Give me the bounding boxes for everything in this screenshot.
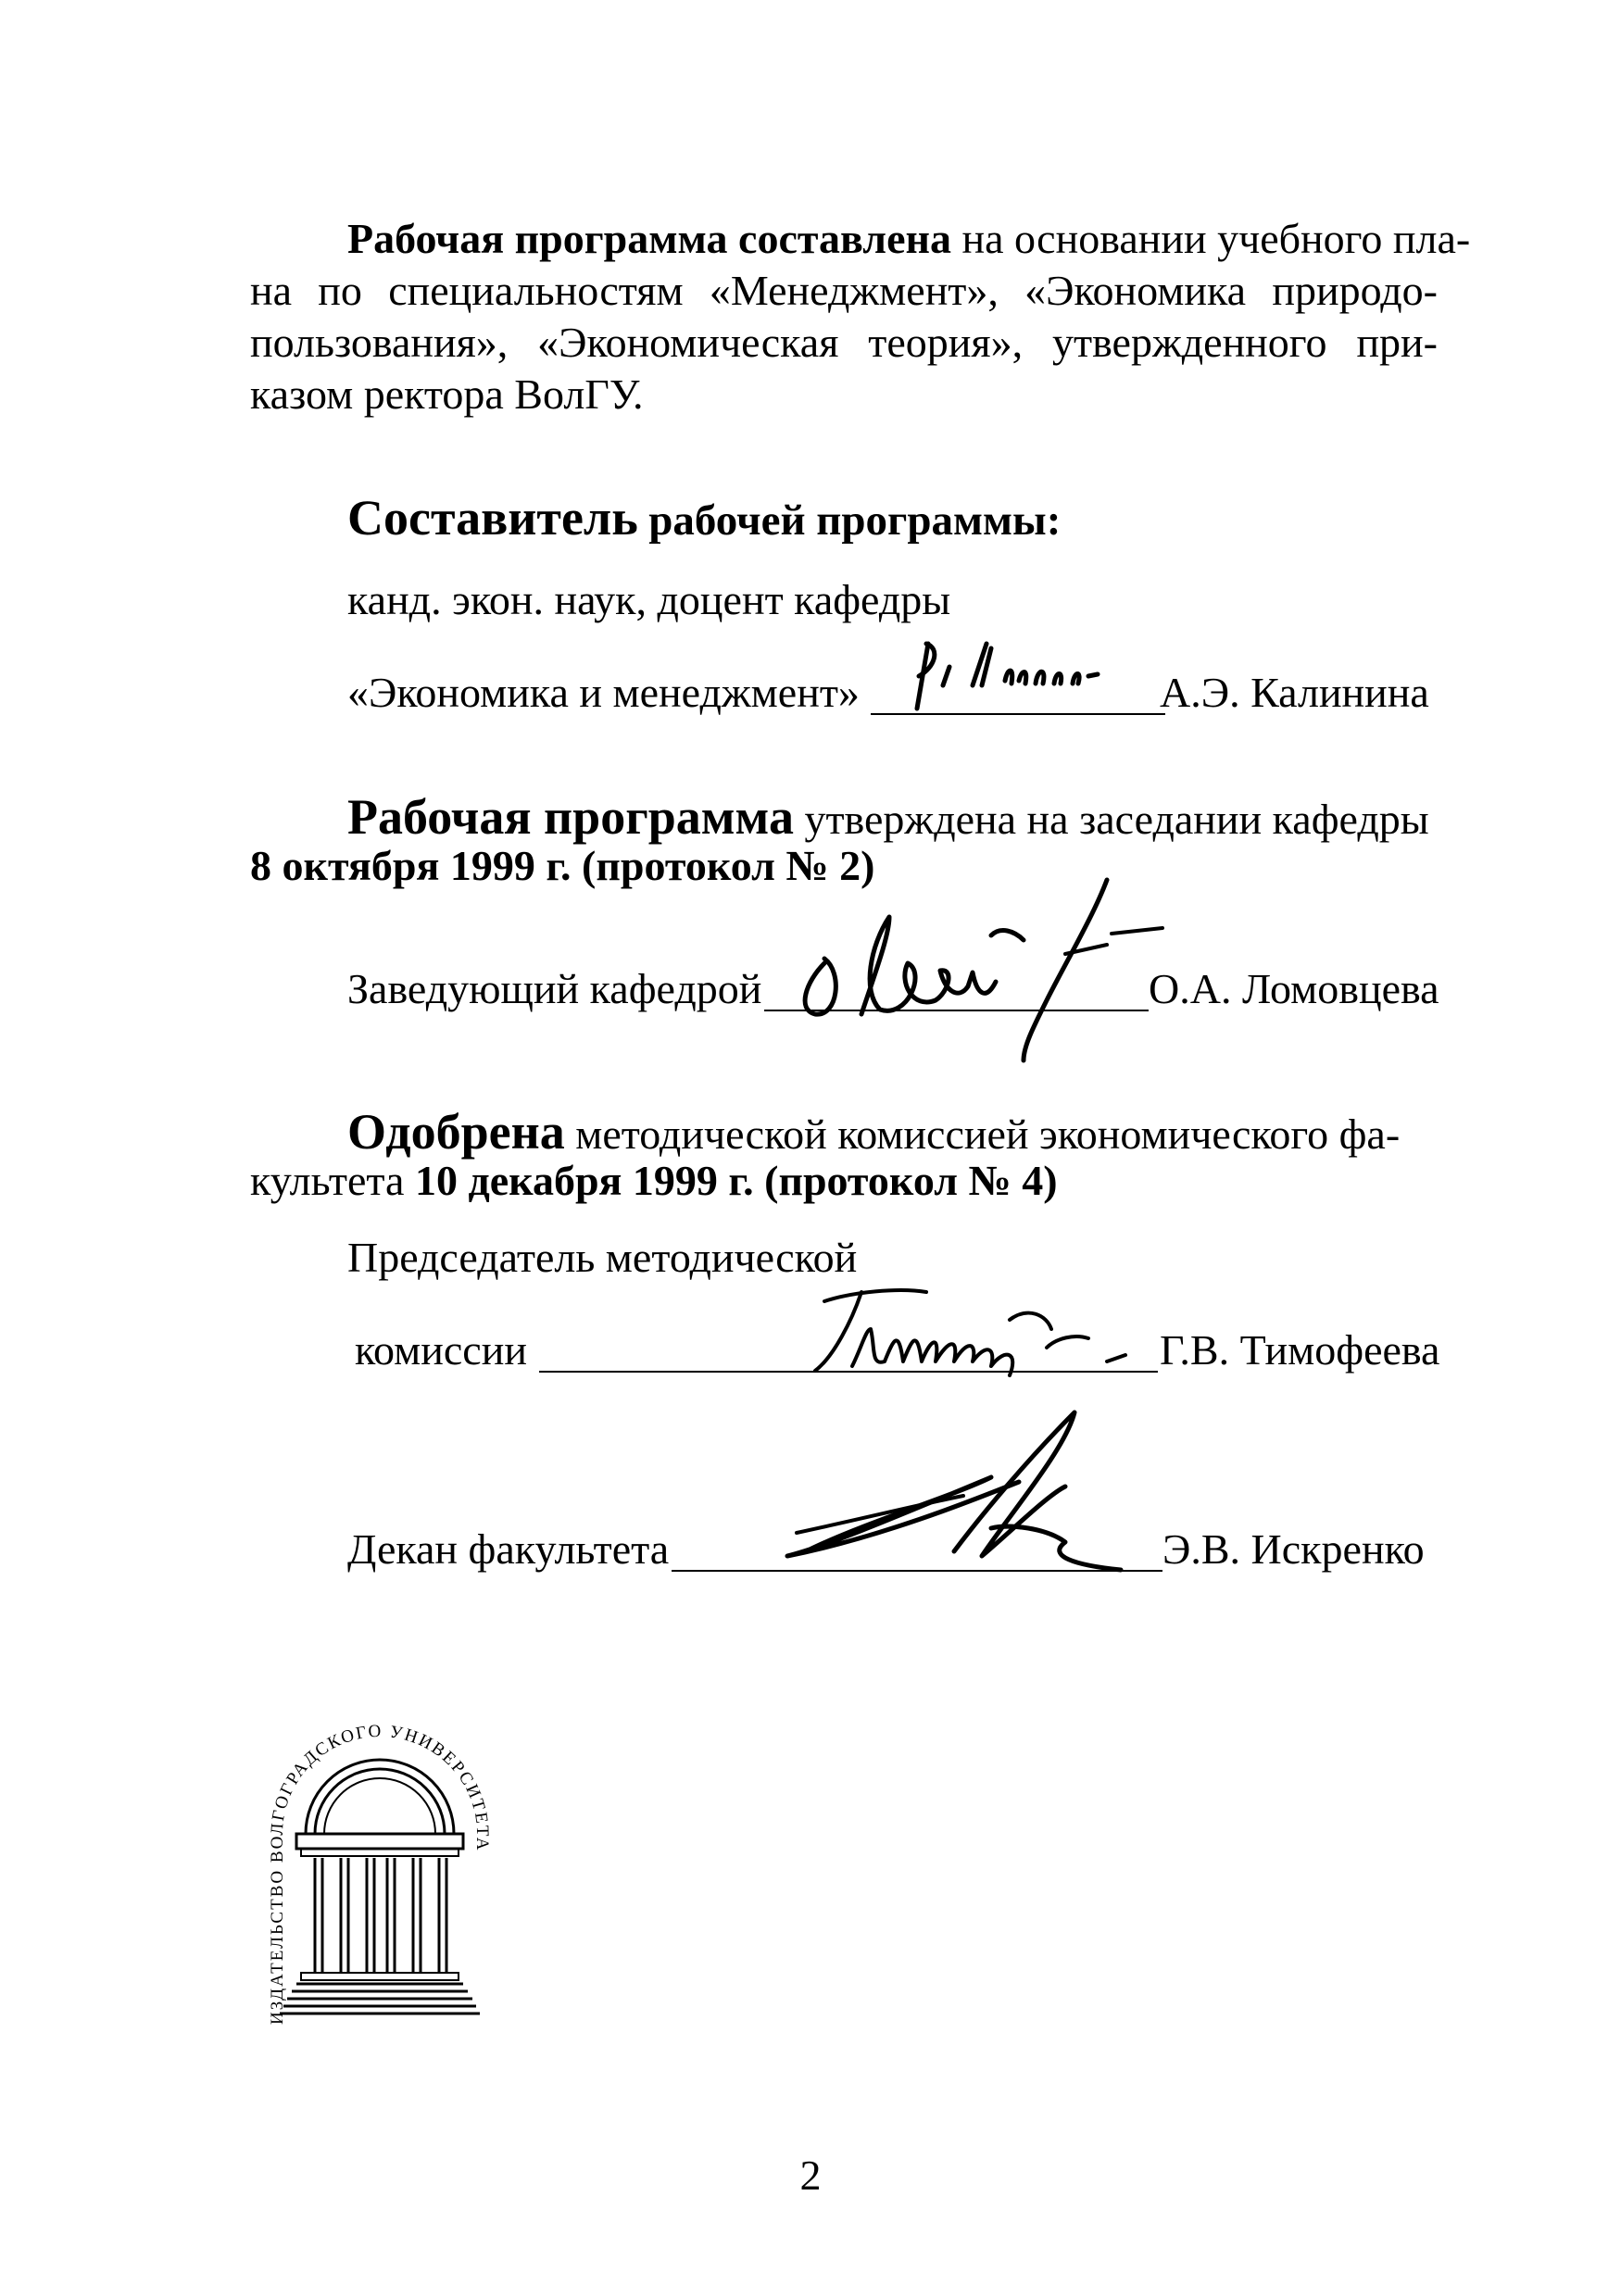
publisher-logo [250, 1695, 509, 2047]
approval-rest: утверждена на заседании кафедры [804, 796, 1429, 843]
commission-line-1 [347, 1104, 1401, 1160]
head-name: О.А. Ломовцева [1149, 965, 1439, 1012]
paragraph-1-line-1-text: на основании учебного пла- [961, 215, 1471, 262]
chair-line-2: комиссии [355, 1326, 527, 1374]
chair-line-1: Председатель методической [347, 1234, 858, 1281]
approval-line-1 [347, 789, 1429, 845]
compiler-name: А.Э. Калинина [1160, 669, 1429, 716]
rotunda-building-icon [280, 1760, 480, 2014]
chair-name: Г.В. Тимофеева [1160, 1326, 1440, 1374]
approval-date: 8 октября 1999 г. (протокол № 2) [250, 842, 875, 889]
commission-lead: Одобрена [347, 1104, 565, 1160]
dean-label: Декан факультета [347, 1525, 670, 1573]
paragraph-1-line-1 [347, 215, 1471, 262]
commission-rest-line-1: методической комиссией экономического фа- [575, 1110, 1401, 1158]
head-signature [787, 861, 1176, 1065]
compiler-heading-main: Составитель [347, 490, 638, 546]
compiler-position-line-1: канд. экон. наук, доцент кафедры [347, 576, 951, 623]
paragraph-1-lead: Рабочая программа составлена [347, 215, 951, 262]
compiler-signature [898, 630, 1176, 722]
commission-date: 10 декабря 1999 г. (протокол № 4) [414, 1157, 1058, 1204]
approval-lead: Рабочая программа [347, 789, 794, 845]
paragraph-1-line-2: на по специальностям «Менеджмент», «Экономика природо- [250, 267, 1438, 314]
chair-signature [797, 1273, 1149, 1394]
compiler-heading [347, 490, 1062, 546]
paragraph-1-line-3: пользования», «Экономическая теория», утвержденного при- [250, 319, 1438, 366]
dean-name: Э.В. Искренко [1162, 1525, 1425, 1573]
commission-line-2-start: культета [250, 1157, 405, 1204]
publisher-logo-arc-text: ИЗДАТЕЛЬСТВО ВОЛГОГРАДСКОГО УНИВЕРСИТЕТА [267, 1721, 493, 2025]
compiler-heading-rest: рабочей программы: [648, 496, 1062, 545]
dean-signature [769, 1394, 1158, 1579]
paragraph-1-line-4: казом ректора ВолГУ. [250, 370, 644, 418]
head-label: Заведующий кафедрой [347, 965, 762, 1012]
commission-line-2 [250, 1157, 1058, 1204]
page-number: 2 [799, 2152, 822, 2199]
compiler-position-line-2: «Экономика и менеджмент» [347, 669, 860, 716]
